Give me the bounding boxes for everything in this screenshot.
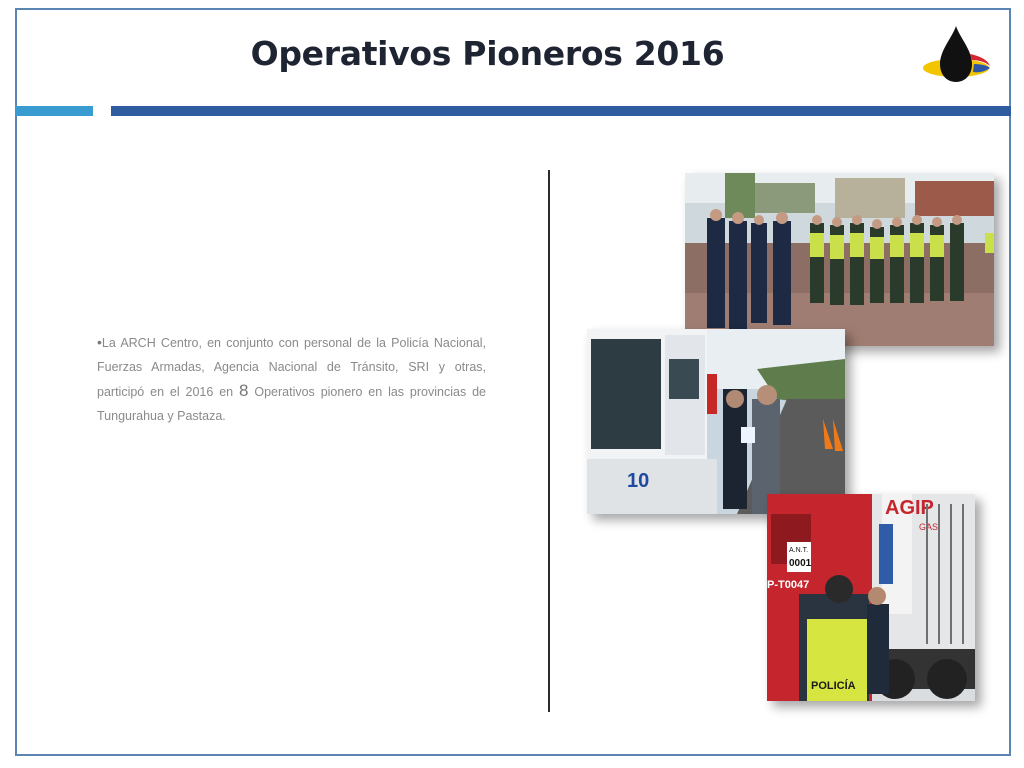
bullet-marker: • [97, 334, 102, 350]
police-vest-text: POLICÍA [811, 680, 856, 692]
truck-plate: P-T0047 [767, 579, 810, 591]
accent-bar-main [111, 106, 1011, 116]
accent-bar-left [15, 106, 93, 116]
operations-count: 8 [239, 381, 249, 400]
page-title: Operativos Pioneros 2016 [250, 34, 725, 73]
ant-sign-label: A.N.T. [789, 547, 809, 554]
bullet-text-part-1: La ARCH Centro, en conjunto con personal de la Policía Nacional, Fuerzas Armadas, Agencia Nacional de Tránsito, SRI y otras, participó en el 2016 en [97, 336, 486, 399]
truck-number-label: 10 [627, 470, 650, 492]
trailer-brand-text: AGIP [885, 497, 934, 519]
bullet-paragraph [97, 330, 486, 428]
ant-sign-number: 0001 [789, 558, 812, 569]
vertical-divider [548, 170, 550, 712]
gas-label: GAS [919, 522, 939, 532]
photo-officers-group [685, 173, 994, 346]
bullet-text-part-2: Operativos pionero en las provincias de Tungurahua y Pastaza. [97, 385, 486, 423]
drop-logo-icon [918, 22, 994, 88]
photo-gas-truck-check [767, 494, 975, 701]
photo-truck-inspection [587, 329, 845, 514]
